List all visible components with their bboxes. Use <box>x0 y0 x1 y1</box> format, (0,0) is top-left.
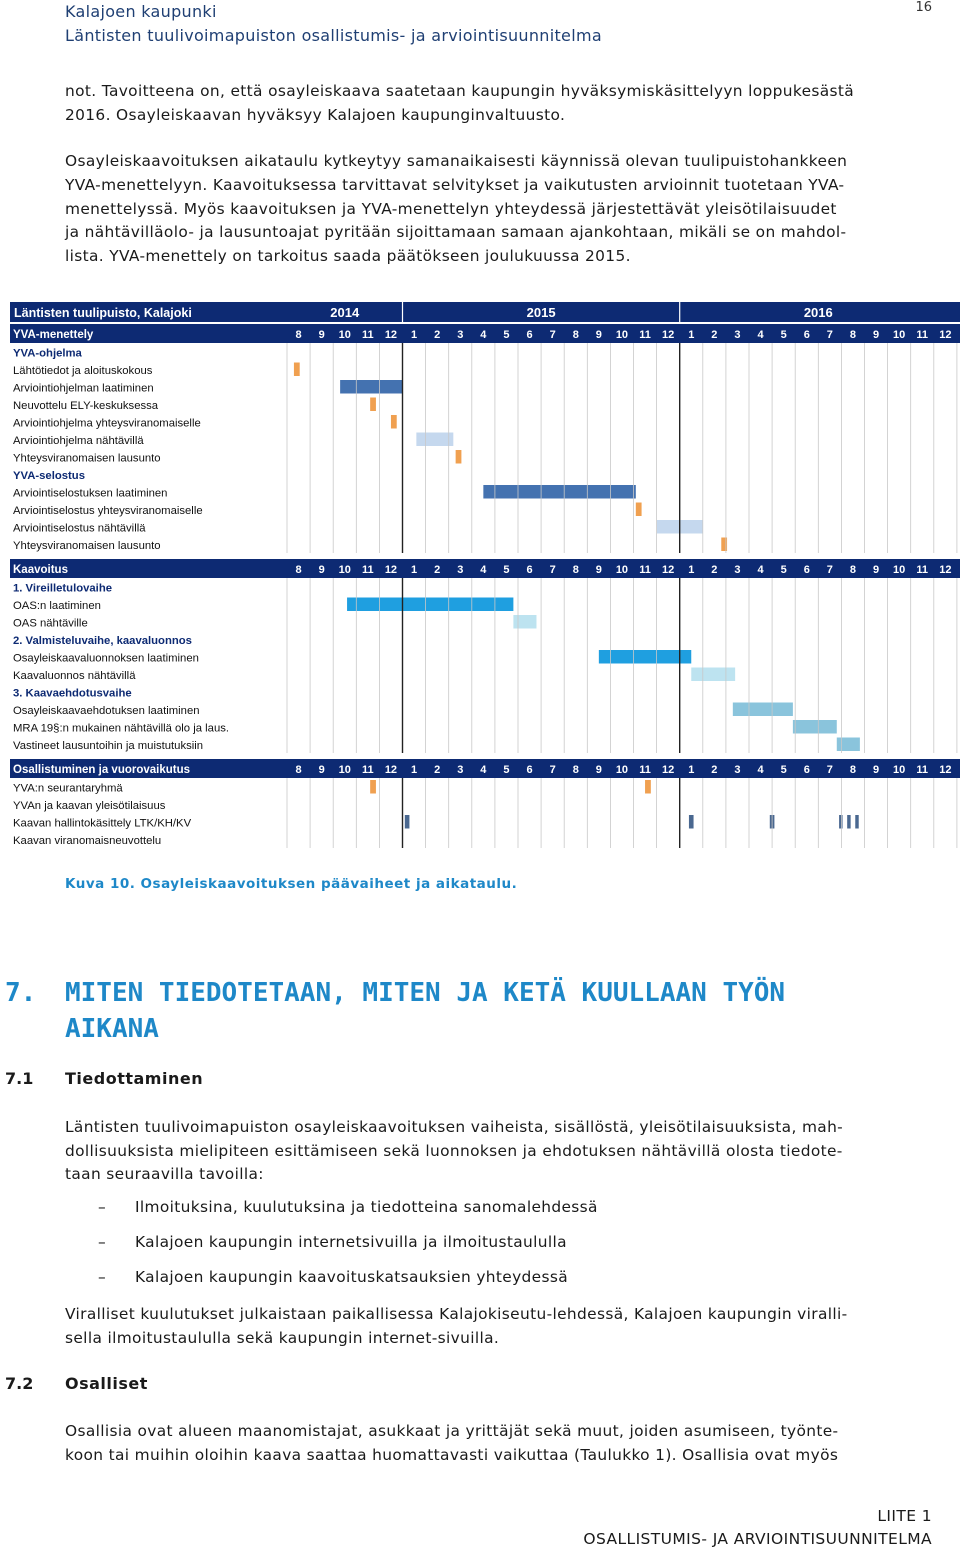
gantt-bar <box>636 503 642 517</box>
intro-paragraph-2-line-4: ja nähtävilläolo- ja lausuntoajat pyritään sijoittamaan samaan ajankohtaan, mikäli se on mahdol- <box>65 223 847 241</box>
gantt-row-label: 1. Vireilletulovaihe <box>13 582 112 595</box>
figure-caption: Kuva 10. Osayleiskaavoituksen päävaiheet ja aikataulu. <box>65 876 518 892</box>
gantt-month-label: 10 <box>893 764 906 776</box>
gantt-bar <box>456 450 462 464</box>
gantt-month-label: 12 <box>384 764 398 776</box>
gantt-month-label: 8 <box>572 564 579 576</box>
gantt-month-label: 6 <box>803 564 810 576</box>
gantt-month-label: 8 <box>572 329 579 341</box>
gantt-month-label: 9 <box>872 764 880 776</box>
gantt-bar <box>733 703 793 717</box>
section-7-2-paragraph-line-1: Osallisia ovat alueen maanomistajat, asukkaat ja yrittäjät sekä muut, joiden asumiseen, työnte- <box>65 1422 839 1440</box>
document-header-title: Läntisten tuulivoimapuiston osallistumis- ja arviointisuunnitelma <box>65 26 602 45</box>
gantt-month-label: 6 <box>526 764 533 776</box>
gantt-bar <box>839 815 842 829</box>
gantt-month-label: 10 <box>615 329 629 341</box>
gantt-row-label: YVA-selostus <box>13 470 85 482</box>
intro-paragraph-2-line-3: menettelyssä. Myös kaavoituksen ja YVA-menettelyn yhteydessä järjestettävät yleisötilaisuudet <box>65 200 837 218</box>
footer-document-type: OSALLISTUMIS- JA ARVIOINTISUUNNITELMA <box>583 1530 932 1548</box>
gantt-row-label: Vastineet lausuntoihin ja muistutuksiin <box>13 740 204 752</box>
gantt-month-label: 9 <box>318 564 325 576</box>
gantt-month-label: 10 <box>615 764 629 776</box>
section-7-1-number: 7.1 <box>5 1069 34 1088</box>
intro-paragraph-2-line-2: YVA-menettelyyn. Kaavoituksessa tarvittavat selvitykset ja vaikutusten arvioinnit tuotetaan YVA- <box>65 176 845 194</box>
gantt-month-label: 3 <box>457 329 464 341</box>
gantt-row-label: Arviointiohjelman laatiminen <box>13 382 154 395</box>
gantt-bar <box>599 650 691 664</box>
gantt-month-label: 7 <box>826 564 833 576</box>
gantt-row-label: YVA:n seurantaryhmä <box>13 782 123 795</box>
gantt-month-label: 8 <box>849 564 857 576</box>
gantt-section-header: Kaavoitus <box>13 564 68 576</box>
gantt-month-label: 4 <box>480 764 487 776</box>
intro-paragraph-2-line-1: Osayleiskaavoituksen aikataulu kytkeytyy samanaikaisesti käynnissä olevan tuulipuistohankkeen <box>65 152 848 170</box>
gantt-month-label: 2 <box>711 564 718 576</box>
gantt-month-label: 11 <box>362 564 374 576</box>
footer-appendix-label: LIITE 1 <box>877 1507 932 1525</box>
gantt-month-label: 10 <box>615 564 629 576</box>
gantt-bar <box>691 668 735 682</box>
gantt-row-label: Osayleiskaavaehdotuksen laatiminen <box>13 705 200 717</box>
gantt-row-label: OAS:n laatiminen <box>13 600 101 612</box>
intro-paragraph-2-line-5: lista. YVA-menettely on tarkoitus saada päätökseen joulukuussa 2015. <box>65 247 631 265</box>
gantt-month-label: 1 <box>410 764 418 776</box>
gantt-month-label: 12 <box>662 564 675 576</box>
gantt-month-label: 4 <box>480 329 487 341</box>
gantt-month-label: 2 <box>434 764 441 776</box>
schedule-gantt-chart <box>10 302 960 854</box>
section-7-number: 7. <box>5 978 37 1008</box>
gantt-month-label: 11 <box>362 329 374 341</box>
gantt-month-label: 12 <box>384 564 398 576</box>
gantt-month-label: 9 <box>872 564 880 576</box>
gantt-bar <box>855 815 858 829</box>
page-number: 16 <box>915 0 932 15</box>
gantt-month-label: 12 <box>939 329 952 341</box>
gantt-month-label: 2 <box>711 329 718 341</box>
gantt-month-label: 10 <box>338 329 351 341</box>
gantt-row-label: Yhteysviranomaisen lausunto <box>13 540 161 552</box>
gantt-row-label: 2. Valmisteluvaihe, kaavaluonnos <box>13 635 192 647</box>
gantt-month-label: 3 <box>734 564 741 576</box>
section-7-1-paragraph-2-line-2: sella ilmoitustaululla sekä kaupungin internet-sivuilla. <box>65 1329 500 1347</box>
gantt-month-label: 2 <box>434 564 441 576</box>
gantt-month-label: 6 <box>526 564 533 576</box>
gantt-bar <box>391 415 397 429</box>
section-7-2-paragraph-line-2: koon tai muihin oloihin kaava saattaa huomattavasti vaikuttaa (Taulukko 1). Osallisia ovat myös <box>65 1446 839 1464</box>
gantt-row-label: 3. Kaavaehdotusvaihe <box>13 687 132 700</box>
gantt-month-label: 1 <box>688 564 695 576</box>
gantt-month-label: 5 <box>780 564 787 576</box>
gantt-row-label: Osayleiskaavaluonnoksen laatiminen <box>13 652 199 665</box>
section-7-1-paragraph-line-2: dollisuuksista mielipiteen esittämiseen sekä luonnoksen ja ehdotuksen nähtävillä olosta tiedote- <box>65 1142 843 1160</box>
gantt-month-label: 8 <box>572 764 579 776</box>
gantt-month-label: 11 <box>916 764 929 776</box>
gantt-bar <box>294 363 300 377</box>
gantt-month-label: 7 <box>826 764 833 776</box>
gantt-month-label: 1 <box>410 329 418 341</box>
gantt-month-label: 9 <box>595 564 602 576</box>
gantt-row-label: Kaavan viranomaisneuvottelu <box>13 835 162 847</box>
gantt-month-label: 7 <box>549 329 556 341</box>
gantt-row-label: MRA 19§:n mukainen nähtävillä olo ja laus. <box>13 722 230 735</box>
gantt-title: Läntisten tuulipuisto, Kalajoki <box>14 306 192 320</box>
gantt-row-label: YVAn ja kaavan yleisötilaisuus <box>13 800 166 812</box>
gantt-bar <box>837 738 860 752</box>
gantt-row-label: Kaavan hallintokäsittely LTK/KH/KV <box>13 817 192 830</box>
gantt-section-header: Osallistuminen ja vuorovaikutus <box>13 764 191 776</box>
gantt-month-label: 9 <box>318 329 325 341</box>
gantt-bar <box>689 815 694 829</box>
gantt-month-label: 10 <box>338 764 351 776</box>
gantt-month-label: 8 <box>849 764 857 776</box>
gantt-month-label: 7 <box>549 564 556 576</box>
gantt-bar <box>793 720 837 734</box>
section-7-2-title: Osalliset <box>65 1374 148 1393</box>
gantt-bar <box>370 780 376 794</box>
gantt-month-label: 10 <box>893 329 906 341</box>
gantt-row-label: YVA-ohjelma <box>13 347 82 360</box>
gantt-month-label: 12 <box>384 329 398 341</box>
gantt-month-label: 8 <box>295 564 302 576</box>
gantt-bar <box>405 815 410 829</box>
gantt-month-label: 7 <box>826 329 833 341</box>
gantt-month-label: 6 <box>803 764 810 776</box>
gantt-month-label: 5 <box>780 329 787 341</box>
gantt-month-label: 10 <box>893 564 906 576</box>
gantt-month-label: 9 <box>872 329 880 341</box>
document-header-org: Kalajoen kaupunki <box>65 2 217 21</box>
bullet-text: Kalajoen kaupungin internetsivuilla ja ilmoitustaululla <box>135 1233 567 1251</box>
gantt-month-label: 5 <box>780 764 787 776</box>
bullet-dash: – <box>98 1233 107 1251</box>
gantt-bar <box>340 380 402 394</box>
gantt-month-label: 12 <box>939 564 952 576</box>
intro-paragraph-1-line-1: not. Tavoitteena on, että osayleiskaava saatetaan kaupungin hyväksymiskäsittelyyn loppukesästä <box>65 82 855 100</box>
gantt-month-label: 5 <box>503 764 510 776</box>
gantt-row-label: OAS nähtäville <box>13 617 88 630</box>
gantt-month-label: 4 <box>757 564 764 576</box>
gantt-month-label: 3 <box>734 764 741 776</box>
gantt-year-label: 2014 <box>330 305 360 320</box>
gantt-month-label: 9 <box>595 329 602 341</box>
section-7-title-line-1: MITEN TIEDOTETAAN, MITEN JA KETÄ KUULLAAN TYÖN <box>65 978 786 1008</box>
gantt-month-label: 11 <box>639 564 651 576</box>
gantt-month-label: 7 <box>549 764 556 776</box>
gantt-row-label: Arviointiohjelma nähtävillä <box>13 435 144 447</box>
gantt-month-label: 12 <box>662 764 675 776</box>
gantt-year-label: 2015 <box>526 305 556 320</box>
gantt-section-header: YVA-menettely <box>13 329 94 341</box>
gantt-year-label: 2016 <box>803 305 833 320</box>
gantt-month-label: 8 <box>295 329 302 341</box>
section-7-heading <box>5 975 945 1051</box>
gantt-month-label: 2 <box>711 764 718 776</box>
gantt-row-label: Arviointiohjelma yhteysviranomaiselle <box>13 417 201 430</box>
gantt-month-label: 11 <box>362 764 374 776</box>
gantt-month-label: 11 <box>916 329 929 341</box>
bullet-dash: – <box>98 1268 107 1286</box>
section-7-title <box>65 975 945 1047</box>
gantt-month-label: 11 <box>639 329 651 341</box>
gantt-month-label: 4 <box>757 764 764 776</box>
gantt-month-label: 11 <box>916 564 929 576</box>
gantt-month-label: 4 <box>757 329 764 341</box>
gantt-month-label: 3 <box>734 329 741 341</box>
gantt-month-label: 5 <box>503 329 510 341</box>
gantt-month-label: 12 <box>939 764 952 776</box>
section-7-2-number: 7.2 <box>5 1374 34 1393</box>
gantt-month-label: 2 <box>434 329 441 341</box>
section-7-1-paragraph-line-3: taan seuraavilla tavoilla: <box>65 1165 264 1183</box>
gantt-bar <box>370 398 376 412</box>
bullet-text: Ilmoituksina, kuulutuksina ja tiedotteina sanomalehdessä <box>135 1198 598 1216</box>
bullet-text: Kalajoen kaupungin kaavoituskatsauksien yhteydessä <box>135 1268 568 1286</box>
gantt-bar <box>513 615 536 629</box>
gantt-month-label: 11 <box>639 764 651 776</box>
gantt-month-label: 8 <box>849 329 857 341</box>
gantt-row-label: Yhteysviranomaisen lausunto <box>13 452 161 465</box>
gantt-month-label: 9 <box>318 764 325 776</box>
intro-paragraph-1-line-2: 2016. Osayleiskaavan hyväksyy Kalajoen kaupunginvaltuusto. <box>65 106 566 124</box>
gantt-bar <box>483 485 635 499</box>
gantt-month-label: 6 <box>803 329 810 341</box>
gantt-row-label: Arviointiselostuksen laatiminen <box>13 487 168 500</box>
bullet-dash: – <box>98 1198 107 1216</box>
gantt-bar <box>645 780 651 794</box>
gantt-month-label: 12 <box>662 329 675 341</box>
gantt-month-label: 9 <box>595 764 602 776</box>
gantt-month-label: 1 <box>688 329 695 341</box>
gantt-month-label: 10 <box>338 564 351 576</box>
gantt-month-label: 4 <box>480 564 487 576</box>
gantt-row-label: Lähtötiedot ja aloituskokous <box>13 365 153 377</box>
gantt-month-label: 6 <box>526 329 533 341</box>
gantt-row-label: Arviointiselostus nähtävillä <box>13 522 146 535</box>
gantt-bar <box>847 815 850 829</box>
gantt-row-label: Arviointiselostus yhteysviranomaiselle <box>13 505 203 517</box>
gantt-month-label: 8 <box>295 764 302 776</box>
gantt-month-label: 1 <box>410 564 418 576</box>
gantt-row-label: Neuvottelu ELY-keskuksessa <box>13 400 159 412</box>
gantt-month-label: 3 <box>457 564 464 576</box>
gantt-bar <box>347 598 513 612</box>
section-7-title-line-2: AIKANA <box>65 1014 159 1044</box>
gantt-month-label: 3 <box>457 764 464 776</box>
gantt-month-label: 1 <box>688 764 695 776</box>
gantt-row-label: Kaavaluonnos nähtävillä <box>13 670 136 682</box>
section-7-1-paragraph-line-1: Läntisten tuulivoimapuiston osayleiskaavoituksen vaiheista, sisällöstä, yleisötilaisuuksista, mah- <box>65 1118 844 1136</box>
section-7-1-paragraph-2-line-1: Viralliset kuulutukset julkaistaan paikallisessa Kalajokiseutu-lehdessä, Kalajoen kaupungin viralli- <box>65 1305 848 1323</box>
gantt-month-label: 5 <box>503 564 510 576</box>
gantt-bar <box>416 433 453 447</box>
section-7-1-title: Tiedottaminen <box>65 1069 204 1088</box>
